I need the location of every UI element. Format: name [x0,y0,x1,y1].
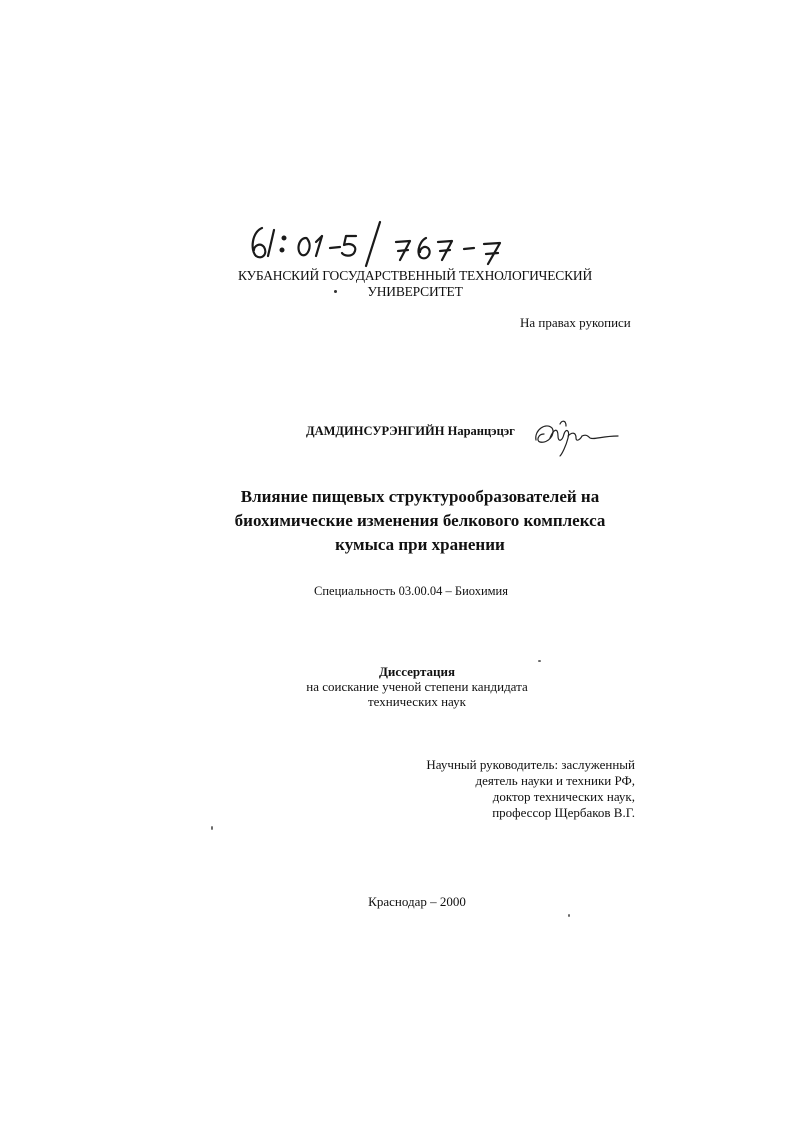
scan-speck [568,914,570,917]
author-surname: ДАМДИНСУРЭНГИЙН [306,424,445,438]
dissertation-degree-line1: на соискание ученой степени кандидата [306,679,528,694]
rights-note: На правах рукописи [520,315,631,330]
supervisor-line3: доктор технических наук, [492,789,635,804]
scan-speck [538,660,541,662]
specialty-line: Специальность 03.00.04 – Биохимия [314,584,508,598]
city-and-year: Краснодар – 2000 [368,894,466,909]
supervisor-line2: деятель науки и техники РФ, [475,773,635,788]
dissertation-heading: Диссертация [378,664,456,679]
supervisor-line4: профессор Щербаков В.Г. [492,805,635,820]
handwritten-catalog-number [244,214,544,270]
dissertation-title-line2: биохимические изменения белкового комплекса [234,511,606,530]
dissertation-title-line1: Влияние пищевых структурообразователей на [240,487,600,506]
dissertation-title-line3: кумыса при хранении [335,535,505,554]
university-name-line1: КУБАНСКИЙ ГОСУДАРСТВЕННЫЙ ТЕХНОЛОГИЧЕСКИЙ [237,268,593,283]
dissertation-degree-line2: технических наук [367,694,466,709]
author-given-name: Наранцэцэг [447,424,515,438]
author-name [306,424,515,439]
author-signature [532,414,622,458]
scan-speck [211,826,213,830]
supervisor-line1: Научный руководитель: заслуженный [426,757,635,772]
university-name-line2: УНИВЕРСИТЕТ [367,284,463,299]
